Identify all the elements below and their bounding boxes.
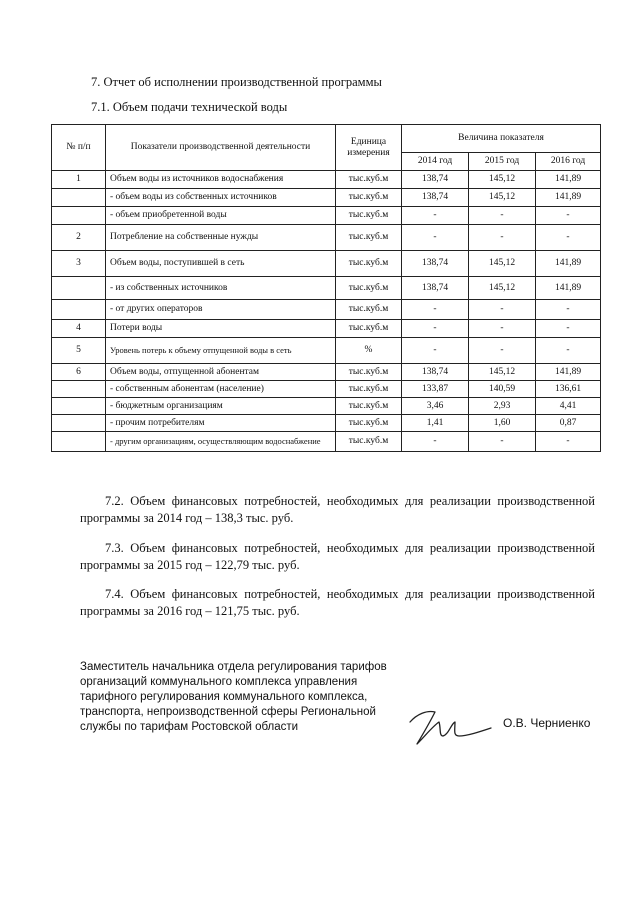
row-indicator: Потребление на собственные нужды [106, 225, 336, 251]
row-value-2015: 140,59 [469, 381, 536, 398]
row-value-2014: - [402, 207, 469, 225]
row-unit: тыс.куб.м [336, 381, 402, 398]
row-value-2014: 138,74 [402, 171, 469, 189]
handwritten-signature [405, 700, 495, 750]
row-value-2016: 141,89 [536, 364, 601, 381]
row-value-2014: - [402, 225, 469, 251]
row-number [52, 381, 106, 398]
row-value-2016: - [536, 300, 601, 320]
paragraph-7-4: 7.4. Объем финансовых потребностей, необходимых для реализации производственной программы за 2016 год – 121,75 тыс. руб. [80, 587, 595, 618]
table-row [52, 251, 601, 277]
header-value: Величина показателя [402, 125, 601, 153]
row-value-2015: - [469, 300, 536, 320]
row-unit: тыс.куб.м [336, 171, 402, 189]
table-row [52, 415, 601, 432]
row-value-2015: 145,12 [469, 364, 536, 381]
water-supply-table [51, 124, 601, 452]
paragraph-7-3: 7.3. Объем финансовых потребностей, необходимых для реализации производственной программы за 2015 год – 122,79 тыс. руб. [80, 541, 595, 572]
row-unit: % [336, 338, 402, 364]
row-value-2014: - [402, 320, 469, 338]
position-line: транспорта, непроизводственной сферы Региональной [80, 706, 376, 718]
row-indicator: Потери воды [106, 320, 336, 338]
signature-position-block [80, 660, 400, 735]
row-unit: тыс.куб.м [336, 432, 402, 452]
row-value-2016: 0,87 [536, 415, 601, 432]
row-number [52, 207, 106, 225]
row-indicator: - объем приобретенной воды [106, 207, 336, 225]
row-value-2015: 1,60 [469, 415, 536, 432]
table-row [52, 320, 601, 338]
row-indicator: Объем воды, поступившей в сеть [106, 251, 336, 277]
row-number: 3 [52, 251, 106, 277]
row-value-2014: 138,74 [402, 364, 469, 381]
row-unit: тыс.куб.м [336, 398, 402, 415]
row-value-2016: - [536, 432, 601, 452]
row-value-2016: - [536, 207, 601, 225]
row-number: 1 [52, 171, 106, 189]
table-row [52, 300, 601, 320]
row-number: 4 [52, 320, 106, 338]
row-value-2016: 141,89 [536, 189, 601, 207]
section-heading: 7. Отчет об исполнении производственной программы [91, 75, 382, 89]
header-indicator: Показатели производственной деятельности [106, 125, 336, 171]
row-unit: тыс.куб.м [336, 225, 402, 251]
row-value-2014: 3,46 [402, 398, 469, 415]
header-year-2015: 2015 год [469, 153, 536, 171]
row-value-2016: 4,41 [536, 398, 601, 415]
row-value-2014: 1,41 [402, 415, 469, 432]
row-number [52, 415, 106, 432]
row-indicator: - бюджетным организациям [106, 398, 336, 415]
subsection-heading: 7.1. Объем подачи технической воды [91, 100, 288, 114]
position-line: тарифного регулирования коммунального комплекса, [80, 691, 368, 703]
row-unit: тыс.куб.м [336, 364, 402, 381]
table-row [52, 364, 601, 381]
row-value-2015: 145,12 [469, 171, 536, 189]
row-number [52, 432, 106, 452]
row-value-2015: - [469, 320, 536, 338]
row-value-2015: - [469, 432, 536, 452]
row-number: 6 [52, 364, 106, 381]
header-year-2014: 2014 год [402, 153, 469, 171]
row-value-2015: 145,12 [469, 251, 536, 277]
row-value-2014: 133,87 [402, 381, 469, 398]
row-value-2014: - [402, 300, 469, 320]
row-value-2014: - [402, 338, 469, 364]
position-line: службы по тарифам Ростовской области [80, 721, 299, 733]
table-row [52, 277, 601, 300]
row-value-2016: 141,89 [536, 251, 601, 277]
row-value-2015: - [469, 225, 536, 251]
row-indicator: - прочим потребителям [106, 415, 336, 432]
row-value-2015: 145,12 [469, 189, 536, 207]
table-row [52, 189, 601, 207]
row-indicator: - объем воды из собственных источников [106, 189, 336, 207]
table-row [52, 381, 601, 398]
table-row [52, 398, 601, 415]
paragraph-7-2: 7.2. Объем финансовых потребностей, необходимых для реализации производственной программы за 2014 год – 138,3 тыс. руб. [80, 494, 595, 525]
row-number: 5 [52, 338, 106, 364]
row-unit: тыс.куб.м [336, 207, 402, 225]
row-value-2015: - [469, 207, 536, 225]
row-indicator: Объем воды из источников водоснабжения [106, 171, 336, 189]
row-value-2015: 145,12 [469, 277, 536, 300]
table-row [52, 207, 601, 225]
row-value-2015: - [469, 338, 536, 364]
row-unit: тыс.куб.м [336, 277, 402, 300]
row-unit: тыс.куб.м [336, 300, 402, 320]
row-number [52, 189, 106, 207]
row-indicator: - собственным абонентам (население) [106, 381, 336, 398]
row-value-2014: 138,74 [402, 189, 469, 207]
table-header-row [52, 125, 601, 153]
row-value-2016: - [536, 225, 601, 251]
row-unit: тыс.куб.м [336, 415, 402, 432]
signer-name: О.В. Черниенко [503, 716, 591, 730]
table-row [52, 338, 601, 364]
row-indicator: Объем воды, отпущенной абонентам [106, 364, 336, 381]
row-value-2016: - [536, 338, 601, 364]
row-number [52, 398, 106, 415]
position-line: Заместитель начальника отдела регулирования тарифов [80, 661, 387, 673]
table-row [52, 432, 601, 452]
position-line: организаций коммунального комплекса управления [80, 676, 358, 688]
table-row [52, 225, 601, 251]
row-value-2014: 138,74 [402, 277, 469, 300]
row-indicator: - из собственных источников [106, 277, 336, 300]
header-unit: Единица измерения [336, 125, 402, 171]
row-number: 2 [52, 225, 106, 251]
row-value-2014: - [402, 432, 469, 452]
row-indicator: - от других операторов [106, 300, 336, 320]
row-value-2016: 136,61 [536, 381, 601, 398]
header-year-2016: 2016 год [536, 153, 601, 171]
row-value-2016: 141,89 [536, 277, 601, 300]
row-indicator: Уровень потерь к объему отпущенной воды в сеть [106, 338, 336, 364]
row-value-2016: 141,89 [536, 171, 601, 189]
row-value-2015: 2,93 [469, 398, 536, 415]
header-num: № п/п [52, 125, 106, 171]
row-unit: тыс.куб.м [336, 189, 402, 207]
row-number [52, 277, 106, 300]
row-unit: тыс.куб.м [336, 251, 402, 277]
row-value-2016: - [536, 320, 601, 338]
row-number [52, 300, 106, 320]
row-value-2014: 138,74 [402, 251, 469, 277]
table-row [52, 171, 601, 189]
row-indicator: - другим организациям, осуществляющим водоснабжение [106, 432, 336, 452]
row-unit: тыс.куб.м [336, 320, 402, 338]
